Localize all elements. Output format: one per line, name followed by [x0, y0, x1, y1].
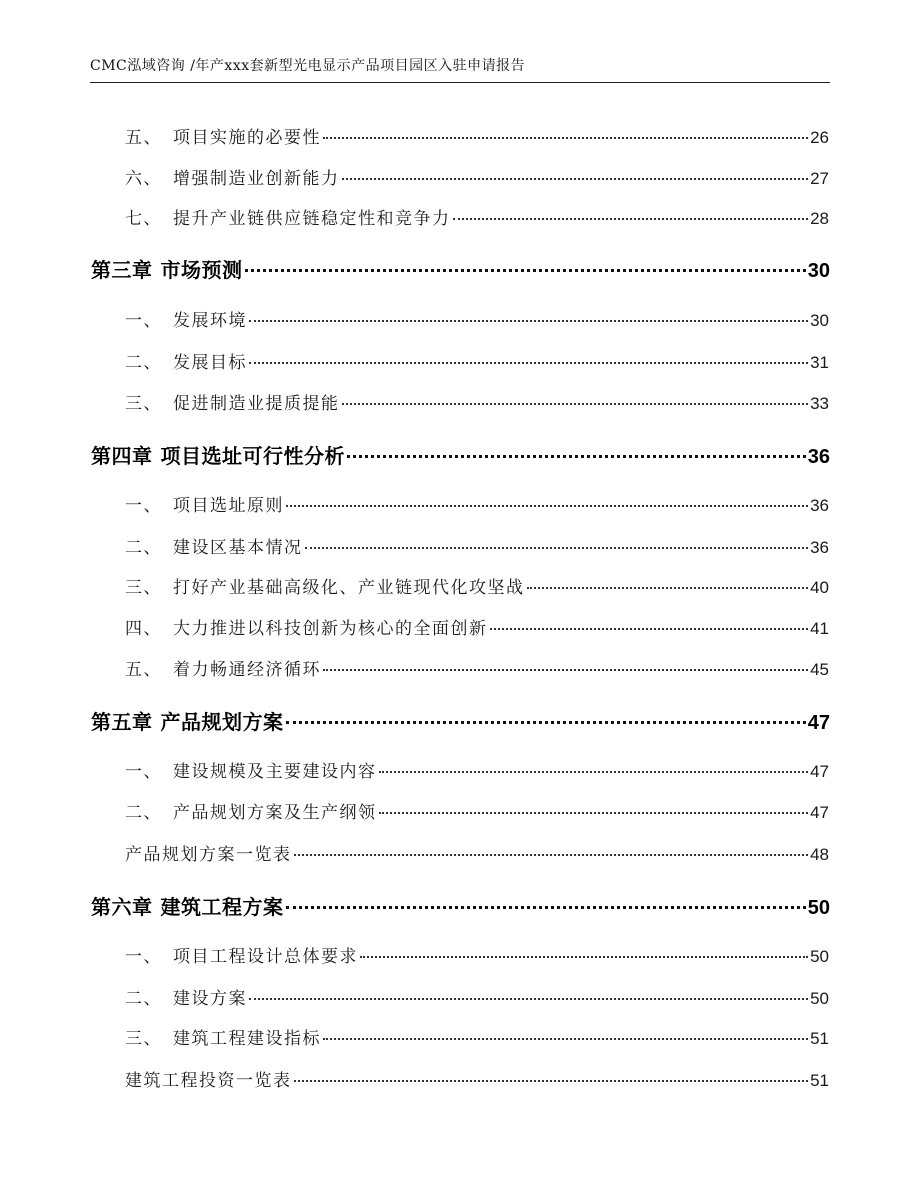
- toc-section-entry[interactable]: [125, 491, 829, 516]
- toc-entry-title: 促进制造业提质提能: [173, 394, 340, 414]
- toc-section-entry[interactable]: [125, 1024, 829, 1049]
- toc-entry-number: 二、: [125, 989, 162, 1009]
- toc-section-entry[interactable]: [125, 614, 829, 639]
- toc-entry-title: 大力推进以科技创新为核心的全面创新: [173, 619, 488, 639]
- toc-section-entry[interactable]: [125, 306, 829, 331]
- toc-entry-page-number: 51: [810, 1029, 829, 1048]
- dot-leader: [286, 505, 808, 507]
- toc-entry-page-number: 30: [810, 311, 829, 330]
- toc-entry-number: 第四章: [91, 444, 153, 468]
- toc-section-entry[interactable]: [125, 533, 829, 558]
- toc-entry-page-number: 50: [810, 947, 829, 966]
- toc-entry-title: 项目选址可行性分析: [160, 444, 345, 468]
- toc-section-entry[interactable]: [125, 164, 829, 189]
- toc-entry-page-number: 40: [810, 578, 829, 597]
- toc-entry-title: 产品规划方案: [160, 710, 284, 734]
- toc-entry-title: 市场预测: [160, 258, 243, 282]
- toc-section-entry[interactable]: [125, 757, 829, 782]
- toc-entry-title: 着力畅通经济循环: [173, 660, 321, 680]
- toc-entry-number: 一、: [125, 496, 162, 516]
- toc-entry-title: 建设区基本情况: [173, 538, 303, 558]
- toc-entry-page-number: 50: [807, 897, 830, 919]
- toc-section-entry[interactable]: [125, 798, 829, 823]
- toc-chapter-entry[interactable]: [91, 440, 830, 469]
- toc-entry-page-number: 41: [810, 619, 829, 638]
- toc-entry-title: 打好产业基础高级化、产业链现代化攻坚战: [173, 578, 525, 598]
- toc-entry-page-number: 36: [807, 446, 830, 468]
- toc-entry-title: 建筑工程建设指标: [173, 1029, 321, 1049]
- toc-entry-number: 二、: [125, 353, 162, 373]
- toc-entry-page-number: 47: [810, 803, 829, 822]
- toc-section-entry[interactable]: [125, 348, 829, 373]
- toc-entry-page-number: 30: [807, 260, 830, 282]
- toc-entry-number: 七、: [125, 209, 162, 229]
- toc-entry-title: 项目工程设计总体要求: [173, 947, 358, 967]
- toc-entry-title: 建筑工程投资一览表: [125, 1071, 292, 1091]
- dot-leader: [342, 403, 809, 405]
- toc-entry-number: 一、: [125, 762, 162, 782]
- dot-leader: [490, 628, 809, 630]
- dot-leader: [294, 1080, 809, 1082]
- toc-entry-number: 二、: [125, 538, 162, 558]
- dot-leader: [294, 854, 809, 856]
- toc-entry-page-number: 27: [810, 169, 829, 188]
- toc-entry-title: 建筑工程方案: [160, 895, 284, 919]
- dot-leader: [527, 587, 809, 589]
- toc-entry-number: 四、: [125, 619, 162, 639]
- toc-entry-page-number: 28: [810, 209, 829, 228]
- toc-entry-title: 产品规划方案一览表: [125, 845, 292, 865]
- dot-leader: [323, 669, 808, 671]
- toc-entry-number: 一、: [125, 311, 162, 331]
- toc-entry-page-number: 36: [810, 538, 829, 557]
- toc-section-entry[interactable]: [125, 1066, 829, 1091]
- dot-leader: [249, 362, 808, 364]
- toc-entry-number: 五、: [125, 660, 162, 680]
- toc-entry-title: 提升产业链供应链稳定性和竞争力: [173, 209, 451, 229]
- toc-entry-title: 项目选址原则: [173, 496, 284, 516]
- dot-leader: [347, 455, 806, 458]
- toc-entry-page-number: 45: [810, 660, 829, 679]
- toc-entry-number: 三、: [125, 394, 162, 414]
- toc-entry-page-number: 51: [810, 1071, 829, 1090]
- dot-leader: [305, 547, 809, 549]
- toc-section-entry[interactable]: [125, 389, 829, 414]
- toc-entry-title: 发展环境: [173, 311, 247, 331]
- toc-entry-title: 产品规划方案及生产纲领: [173, 803, 377, 823]
- toc-chapter-entry[interactable]: [91, 706, 830, 735]
- toc-section-entry[interactable]: [125, 942, 829, 967]
- toc-entry-title: 项目实施的必要性: [173, 128, 321, 148]
- dot-leader: [245, 269, 806, 272]
- dot-leader: [323, 137, 808, 139]
- toc-entry-number: 一、: [125, 947, 162, 967]
- toc-entry-page-number: 26: [810, 128, 829, 147]
- toc-entry-title: 增强制造业创新能力: [173, 169, 340, 189]
- dot-leader: [249, 320, 808, 322]
- dot-leader: [360, 956, 808, 958]
- toc-section-entry[interactable]: [125, 840, 829, 865]
- toc-entry-page-number: 50: [810, 989, 829, 1008]
- toc-entry-page-number: 47: [807, 712, 830, 734]
- toc-section-entry[interactable]: [125, 573, 829, 598]
- toc-entry-title: 建设规模及主要建设内容: [173, 762, 377, 782]
- toc-entry-number: 第五章: [91, 710, 153, 734]
- dot-leader: [323, 1038, 808, 1040]
- page-header: CMC泓域咨询 /年产xxx套新型光电显示产品项目园区入驻申请报告: [90, 58, 526, 74]
- toc-entry-number: 第三章: [91, 258, 153, 282]
- toc-entry-number: 三、: [125, 1029, 162, 1049]
- toc-entry-page-number: 47: [810, 762, 829, 781]
- toc-entry-page-number: 31: [810, 353, 829, 372]
- dot-leader: [286, 721, 806, 724]
- toc-section-entry[interactable]: [125, 984, 829, 1009]
- toc-entry-page-number: 36: [810, 496, 829, 515]
- dot-leader: [379, 771, 809, 773]
- dot-leader: [286, 906, 806, 909]
- dot-leader: [453, 218, 809, 220]
- toc-entry-title: 建设方案: [173, 989, 247, 1009]
- toc-entry-number: 第六章: [91, 895, 153, 919]
- dot-leader: [379, 812, 809, 814]
- toc-entry-page-number: 48: [810, 845, 829, 864]
- toc-section-entry[interactable]: [125, 204, 829, 229]
- toc-entry-title: 发展目标: [173, 353, 247, 373]
- dot-leader: [249, 998, 808, 1000]
- toc-section-entry[interactable]: [125, 655, 829, 680]
- toc-chapter-entry[interactable]: [91, 891, 830, 920]
- toc-chapter-entry[interactable]: [91, 254, 830, 283]
- toc-entry-number: 二、: [125, 803, 162, 823]
- dot-leader: [342, 178, 809, 180]
- toc-entry-number: 六、: [125, 169, 162, 189]
- toc-section-entry[interactable]: [125, 123, 829, 148]
- toc-entry-number: 五、: [125, 128, 162, 148]
- toc-entry-number: 三、: [125, 578, 162, 598]
- toc-entry-page-number: 33: [810, 394, 829, 413]
